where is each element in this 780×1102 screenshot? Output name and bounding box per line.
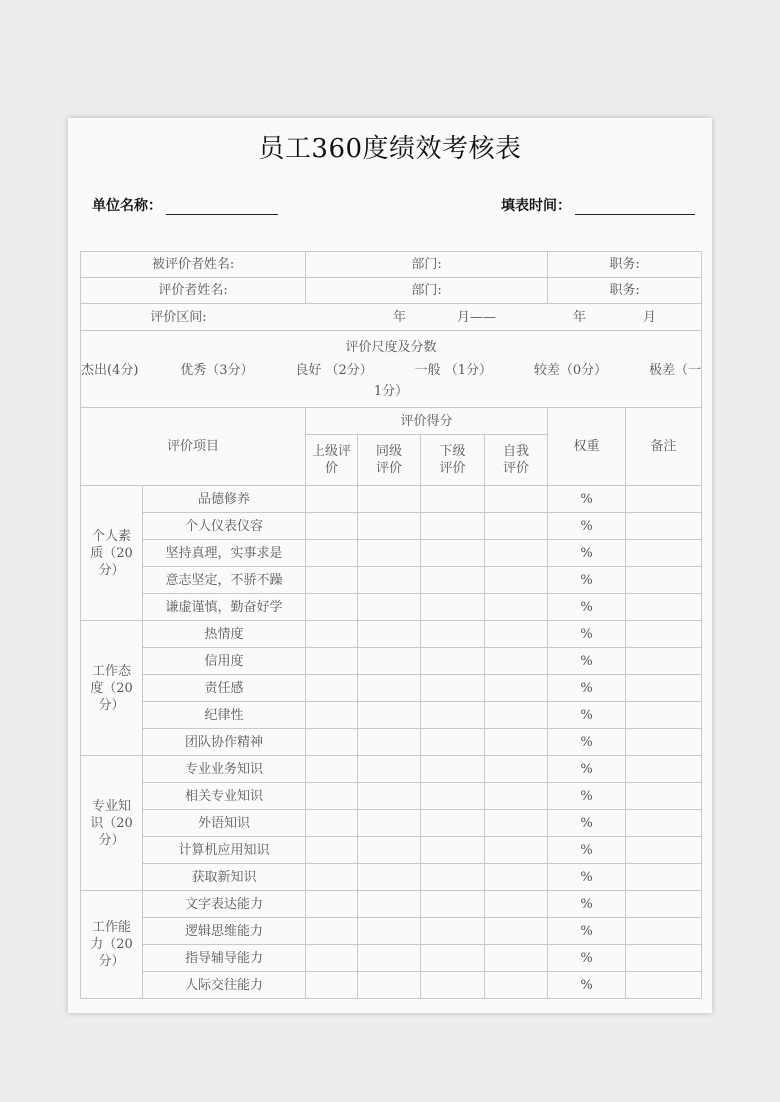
table-row — [81, 864, 702, 891]
item-name-cell: 外语知识 — [143, 810, 306, 837]
period-row — [81, 304, 702, 331]
weight-cell[interactable]: % — [548, 486, 626, 513]
weight-cell[interactable]: % — [548, 864, 626, 891]
item-name-cell: 团队协作精神 — [143, 729, 306, 756]
table-row — [81, 567, 702, 594]
item-name-cell: 纪律性 — [143, 702, 306, 729]
info-row-evaluatee — [81, 252, 702, 278]
peer-score-cell[interactable] — [358, 972, 421, 999]
subordinate-score-cell[interactable] — [421, 675, 485, 702]
self-score-cell[interactable] — [485, 864, 548, 891]
note-cell[interactable] — [626, 891, 702, 918]
scale-title: 评价尺度及分数 — [345, 339, 437, 355]
evaluatee-name-cell[interactable]: 被评价者姓名: — [81, 252, 306, 278]
note-cell[interactable] — [626, 864, 702, 891]
note-cell[interactable] — [626, 594, 702, 621]
item-name-cell: 品德修养 — [143, 486, 306, 513]
item-name-cell: 获取新知识 — [143, 864, 306, 891]
subordinate-score-cell[interactable] — [421, 729, 485, 756]
table-row — [81, 972, 702, 999]
category-cell: 专业知 识（20 分） — [81, 756, 143, 891]
info-row-evaluator — [81, 278, 702, 304]
item-name-cell: 专业业务知识 — [143, 756, 306, 783]
peer-score-cell[interactable] — [358, 810, 421, 837]
weight-cell[interactable]: % — [548, 594, 626, 621]
self-score-cell[interactable] — [485, 567, 548, 594]
table-row — [81, 945, 702, 972]
table-row — [81, 702, 702, 729]
self-header: 自我 评价 — [485, 435, 548, 486]
peer-score-cell[interactable] — [358, 675, 421, 702]
superior-header: 上级评 价 — [306, 435, 358, 486]
self-score-cell[interactable] — [485, 486, 548, 513]
scale-poor: 较差（0分） — [533, 362, 608, 378]
superior-score-cell[interactable] — [306, 567, 358, 594]
note-cell[interactable] — [626, 837, 702, 864]
superior-score-cell[interactable] — [306, 621, 358, 648]
subordinate-header: 下级 评价 — [421, 435, 485, 486]
item-name-cell: 指导辅导能力 — [143, 945, 306, 972]
self-score-cell[interactable] — [485, 945, 548, 972]
superior-score-cell[interactable] — [306, 864, 358, 891]
subordinate-score-cell[interactable] — [421, 918, 485, 945]
form-title: 员工360度绩效考核表 — [258, 134, 522, 164]
fill-date-blank[interactable] — [575, 198, 695, 215]
note-cell[interactable] — [626, 945, 702, 972]
weight-cell[interactable]: % — [548, 756, 626, 783]
superior-score-cell[interactable] — [306, 594, 358, 621]
peer-score-cell[interactable] — [358, 486, 421, 513]
item-name-cell: 热情度 — [143, 621, 306, 648]
table-row — [81, 756, 702, 783]
note-header: 备注 — [626, 408, 702, 486]
peer-score-cell[interactable] — [358, 783, 421, 810]
subordinate-score-cell[interactable] — [421, 756, 485, 783]
weight-cell[interactable]: % — [548, 972, 626, 999]
weight-header: 权重 — [548, 408, 626, 486]
subordinate-score-cell[interactable] — [421, 621, 485, 648]
peer-score-cell[interactable] — [358, 837, 421, 864]
item-name-cell: 意志坚定，不骄不躁 — [143, 567, 306, 594]
self-score-cell[interactable] — [485, 540, 548, 567]
subordinate-score-cell[interactable] — [421, 702, 485, 729]
note-cell[interactable] — [626, 567, 702, 594]
note-cell[interactable] — [626, 729, 702, 756]
superior-score-cell[interactable] — [306, 702, 358, 729]
peer-score-cell[interactable] — [358, 702, 421, 729]
superior-score-cell[interactable] — [306, 756, 358, 783]
note-cell[interactable] — [626, 675, 702, 702]
weight-cell[interactable]: % — [548, 702, 626, 729]
weight-cell[interactable]: % — [548, 783, 626, 810]
self-score-cell[interactable] — [485, 621, 548, 648]
superior-score-cell[interactable] — [306, 648, 358, 675]
period-year-end: 年 — [572, 309, 586, 325]
superior-score-cell[interactable] — [306, 945, 358, 972]
self-score-cell[interactable] — [485, 810, 548, 837]
item-name-cell: 谦虚谨慎，勤奋好学 — [143, 594, 306, 621]
note-cell[interactable] — [626, 783, 702, 810]
note-cell[interactable] — [626, 513, 702, 540]
period-label: 评价区间: — [150, 309, 207, 325]
weight-cell[interactable]: % — [548, 621, 626, 648]
self-score-cell[interactable] — [485, 918, 548, 945]
evaluator-name-cell[interactable]: 评价者姓名: — [81, 278, 306, 304]
superior-score-cell[interactable] — [306, 972, 358, 999]
header-row-1 — [81, 408, 702, 435]
self-score-cell[interactable] — [485, 783, 548, 810]
subordinate-score-cell[interactable] — [421, 513, 485, 540]
subordinate-score-cell[interactable] — [421, 648, 485, 675]
scale-items — [81, 356, 701, 379]
peer-score-cell[interactable] — [358, 918, 421, 945]
superior-score-cell[interactable] — [306, 810, 358, 837]
scale-tail: 1分） — [373, 383, 409, 399]
scale-row — [81, 331, 702, 408]
weight-cell[interactable]: % — [548, 648, 626, 675]
superior-score-cell[interactable] — [306, 486, 358, 513]
peer-score-cell[interactable] — [358, 621, 421, 648]
self-score-cell[interactable] — [485, 594, 548, 621]
scale-outstanding: 杰出(4分) — [81, 362, 139, 378]
note-cell[interactable] — [626, 810, 702, 837]
item-header: 评价项目 — [81, 408, 306, 486]
unit-name-blank[interactable] — [166, 198, 278, 215]
weight-cell[interactable]: % — [548, 945, 626, 972]
peer-score-cell[interactable] — [358, 567, 421, 594]
table-row — [81, 648, 702, 675]
item-name-cell: 坚持真理，实事求是 — [143, 540, 306, 567]
position-cell[interactable]: 职务: — [548, 252, 702, 278]
score-header: 评价得分 — [306, 408, 548, 435]
note-cell[interactable] — [626, 621, 702, 648]
table-row — [81, 918, 702, 945]
table-row — [81, 513, 702, 540]
period-month-end: 月 — [642, 309, 656, 325]
peer-score-cell[interactable] — [358, 648, 421, 675]
superior-score-cell[interactable] — [306, 837, 358, 864]
self-score-cell[interactable] — [485, 972, 548, 999]
self-score-cell[interactable] — [485, 702, 548, 729]
unit-name-field[interactable] — [92, 195, 278, 215]
peer-score-cell[interactable] — [358, 729, 421, 756]
item-name-cell: 文字表达能力 — [143, 891, 306, 918]
item-name-cell: 计算机应用知识 — [143, 837, 306, 864]
weight-cell[interactable]: % — [548, 540, 626, 567]
weight-cell[interactable]: % — [548, 891, 626, 918]
category-cell: 工作能 力（20 分） — [81, 891, 143, 999]
superior-score-cell[interactable] — [306, 918, 358, 945]
evaluation-table — [80, 251, 702, 999]
subordinate-score-cell[interactable] — [421, 540, 485, 567]
scale-excellent: 优秀（3分） — [180, 362, 254, 378]
superior-score-cell[interactable] — [306, 540, 358, 567]
superior-score-cell[interactable] — [306, 783, 358, 810]
table-row — [81, 675, 702, 702]
table-row — [81, 810, 702, 837]
weight-cell[interactable]: % — [548, 918, 626, 945]
item-name-cell: 责任感 — [143, 675, 306, 702]
period-month-start: 月—— — [456, 309, 496, 325]
superior-score-cell[interactable] — [306, 891, 358, 918]
fill-date-label: 填表时间： — [501, 198, 571, 214]
superior-score-cell[interactable] — [306, 729, 358, 756]
subordinate-score-cell[interactable] — [421, 486, 485, 513]
period-year-start: 年 — [392, 309, 406, 325]
superior-score-cell[interactable] — [306, 513, 358, 540]
position-cell[interactable]: 职务: — [548, 278, 702, 304]
peer-score-cell[interactable] — [358, 594, 421, 621]
scale-average: 一般 （1分） — [414, 362, 493, 378]
table-row — [81, 540, 702, 567]
weight-cell[interactable]: % — [548, 513, 626, 540]
category-cell: 工作态 度（20 分） — [81, 621, 143, 756]
weight-cell[interactable]: % — [548, 675, 626, 702]
weight-cell[interactable]: % — [548, 729, 626, 756]
fill-date-field[interactable] — [501, 195, 695, 215]
self-score-cell[interactable] — [485, 837, 548, 864]
weight-cell[interactable]: % — [548, 567, 626, 594]
subordinate-score-cell[interactable] — [421, 837, 485, 864]
table-row — [81, 837, 702, 864]
item-name-cell: 逻辑思维能力 — [143, 918, 306, 945]
peer-score-cell[interactable] — [358, 891, 421, 918]
category-cell: 个人素 质（20 分） — [81, 486, 143, 621]
weight-cell[interactable]: % — [548, 837, 626, 864]
scale-cell — [81, 331, 702, 408]
item-name-cell: 信用度 — [143, 648, 306, 675]
table-row — [81, 621, 702, 648]
self-score-cell[interactable] — [485, 756, 548, 783]
superior-score-cell[interactable] — [306, 675, 358, 702]
note-cell[interactable] — [626, 648, 702, 675]
table-row — [81, 729, 702, 756]
unit-name-label: 单位名称： — [92, 198, 162, 214]
table-row — [81, 783, 702, 810]
self-score-cell[interactable] — [485, 675, 548, 702]
note-cell[interactable] — [626, 756, 702, 783]
peer-score-cell[interactable] — [358, 945, 421, 972]
table-row — [81, 594, 702, 621]
subordinate-score-cell[interactable] — [421, 783, 485, 810]
self-score-cell[interactable] — [485, 513, 548, 540]
note-cell[interactable] — [626, 918, 702, 945]
subordinate-score-cell[interactable] — [421, 972, 485, 999]
peer-score-cell[interactable] — [358, 756, 421, 783]
department-cell[interactable]: 部门: — [306, 252, 548, 278]
peer-score-cell[interactable] — [358, 513, 421, 540]
weight-cell[interactable]: % — [548, 810, 626, 837]
subordinate-score-cell[interactable] — [421, 891, 485, 918]
note-cell[interactable] — [626, 540, 702, 567]
note-cell[interactable] — [626, 972, 702, 999]
item-name-cell: 人际交往能力 — [143, 972, 306, 999]
note-cell[interactable] — [626, 702, 702, 729]
subordinate-score-cell[interactable] — [421, 810, 485, 837]
table-row — [81, 486, 702, 513]
peer-score-cell[interactable] — [358, 864, 421, 891]
subordinate-score-cell[interactable] — [421, 594, 485, 621]
subordinate-score-cell[interactable] — [421, 864, 485, 891]
self-score-cell[interactable] — [485, 891, 548, 918]
item-name-cell: 相关专业知识 — [143, 783, 306, 810]
item-name-cell: 个人仪表仪容 — [143, 513, 306, 540]
self-score-cell[interactable] — [485, 729, 548, 756]
subordinate-score-cell[interactable] — [421, 945, 485, 972]
peer-score-cell[interactable] — [358, 540, 421, 567]
peer-header: 同级 评价 — [358, 435, 421, 486]
subordinate-score-cell[interactable] — [421, 567, 485, 594]
period-cell[interactable] — [81, 304, 702, 331]
scale-very-poor: 极差（一 — [649, 362, 702, 378]
note-cell[interactable] — [626, 486, 702, 513]
self-score-cell[interactable] — [485, 648, 548, 675]
scale-good: 良好 （2分） — [295, 362, 373, 378]
table-row — [81, 891, 702, 918]
department-cell[interactable]: 部门: — [306, 278, 548, 304]
